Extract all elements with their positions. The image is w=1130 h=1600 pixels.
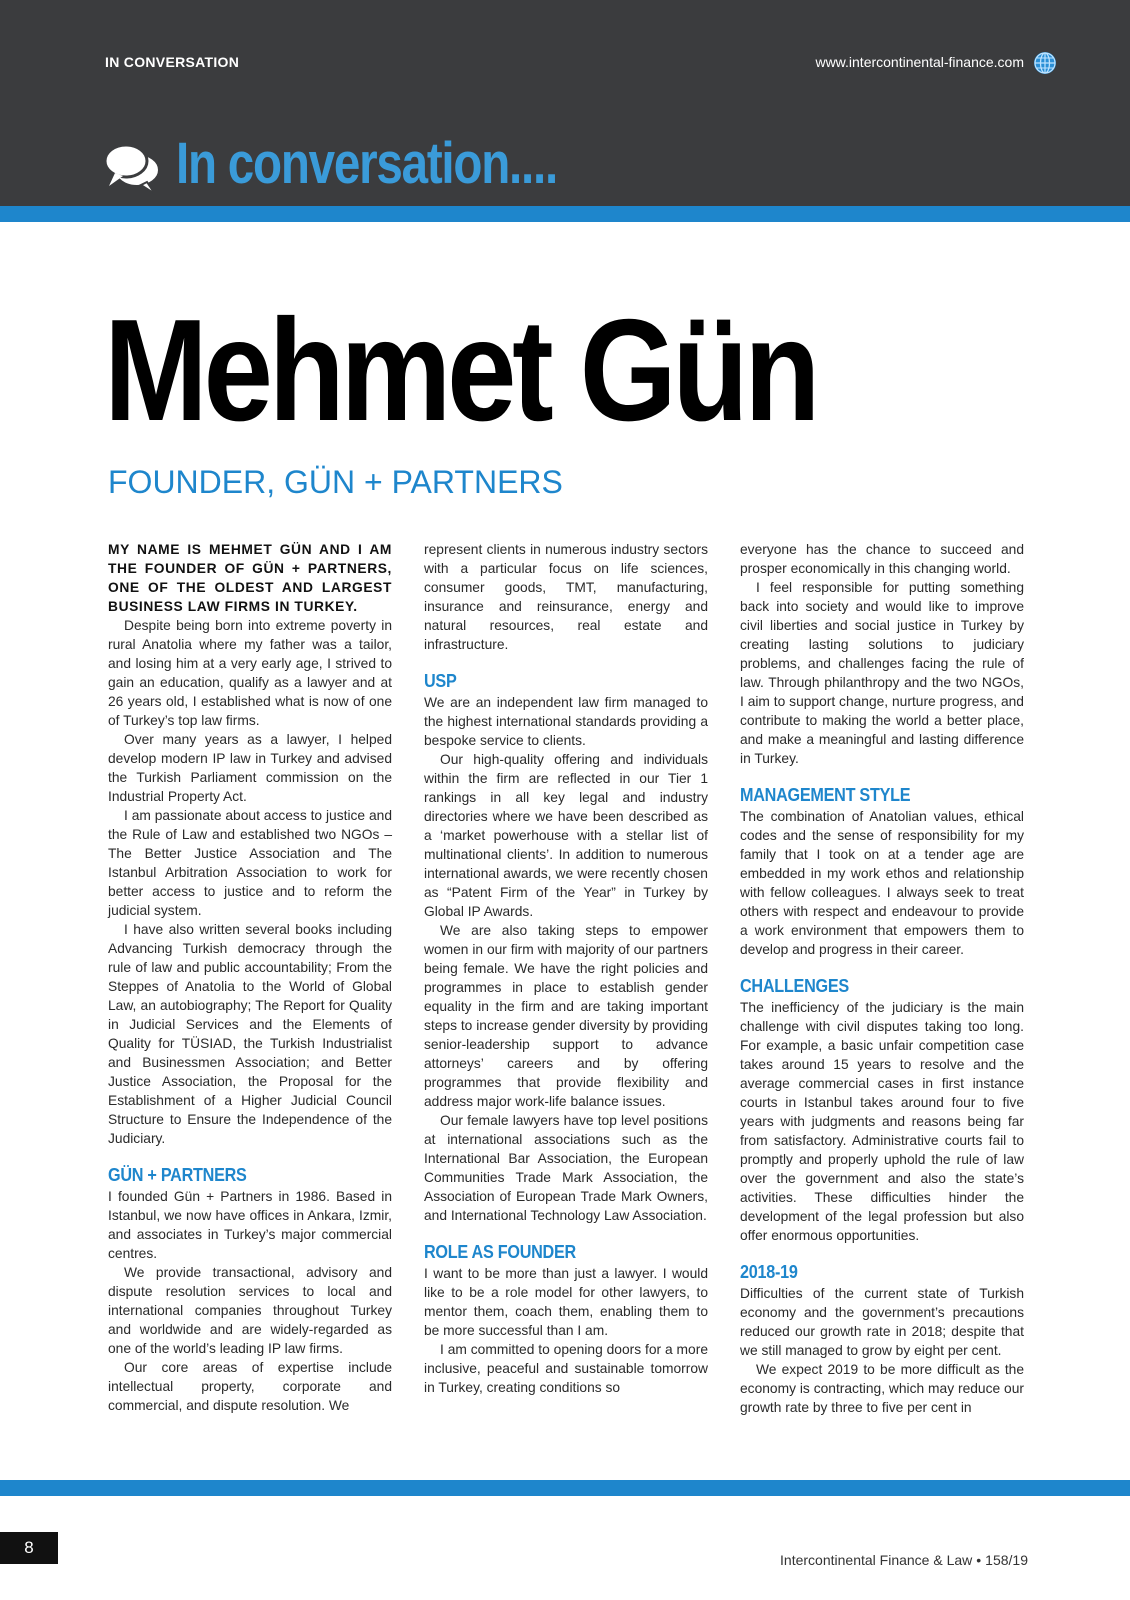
subheading-role-as-founder: ROLE AS FOUNDER (424, 1242, 576, 1262)
paragraph: The combination of Anatolian values, ethical codes and the sense of responsibility for my family that I took on at a tender age are embedded in my work ethos and relationship with fellow colleagues. I always seek to treat others with respect and endeavour to provide a work environment that empowers them to develop and progress in their career. (740, 809, 1024, 957)
globe-icon (1033, 51, 1057, 75)
interviewee-role: FOUNDER, GÜN + PARTNERS (108, 464, 563, 500)
paragraph: everyone has the chance to succeed and prosper economically in this changing world. (740, 542, 1024, 576)
paragraph: Our female lawyers have top level positions at international associations such as the International Bar Association, the European Communities Trade Mark Association, the Association of European Trade Mark Owners, and International Technology Law Association. (424, 1113, 708, 1223)
subheading-gun-partners: GÜN + PARTNERS (108, 1165, 247, 1185)
paragraph: I am committed to opening doors for a more inclusive, peaceful and sustainable tomorrow in Turkey, creating conditions so (424, 1342, 708, 1395)
paragraph: The inefficiency of the judiciary is the main challenge with civil disputes taking too long. For example, a basic unfair competition case takes around 15 years to resolve and the average commercial cases in first instance courts in Istanbul takes around four to five years with judgments and reasons being far from satisfactory. Administrative courts fail to promptly and properly uphold the rule of law over the government and also the state’s activities. These difficulties hinder the development of the legal profession but also offer enormous opportunities. (740, 1000, 1024, 1243)
footer-bullet: • (976, 1552, 982, 1568)
paragraph: I have also written several books including Advancing Turkish democracy through the rule of law and public accountability; From the Steppes of Anatolia to the World of Global Law, an autobiography; The Report for Quality in Judicial Services and the Elements of Quality for TÜSIAD, the Turkish Industrialist and Businessmen Association; and Better Justice Association, the Proposal for the Establishment of a Higher Judicial Council Structure to Ensure the Independence of the Judiciary. (108, 922, 392, 1146)
section-label: IN CONVERSATION (105, 54, 240, 70)
paragraph: Our core areas of expertise include intellectual property, corporate and commercial, and dispute resolution. We (108, 1360, 392, 1413)
paragraph: I founded Gün + Partners in 1986. Based in Istanbul, we now have offices in Ankara, Izmir, and associates in Turkey’s major commercial centres. (108, 1189, 392, 1261)
paragraph: I want to be more than just a lawyer. I would like to be a role model for other lawyers, to mentor them, coach them, enabling them to be more successful than I am. (424, 1266, 708, 1338)
page-number: 8 (0, 1532, 58, 1564)
article-column-1 (108, 540, 392, 1415)
paragraph: We provide transactional, advisory and dispute resolution services to local and international companies throughout Turkey and worldwide and are widely-regarded as one of the world’s leading IP law firms. (108, 1265, 392, 1356)
website-link[interactable]: www.intercontinental-finance.com (815, 54, 1024, 70)
page-header (0, 0, 1130, 206)
article-column-2 (424, 540, 708, 1397)
section-title: In conversation.... (176, 131, 557, 196)
article-column-3 (740, 540, 1024, 1417)
footer-stripe (0, 1480, 1130, 1496)
publication-name: Intercontinental Finance & Law (780, 1552, 973, 1568)
paragraph: Over many years as a lawyer, I helped develop modern IP law in Turkey and advised the Turkish Parliament commission on the Industrial Property Act. (108, 732, 392, 804)
paragraph: We expect 2019 to be more difficult as the economy is contracting, which may reduce our growth rate by three to five per cent in (740, 1362, 1024, 1415)
paragraph: Our high-quality offering and individuals within the firm are reflected in our Tier 1 rankings in all key legal and industry directories where we have been described as a ‘market powerhouse with a stellar list of multinational clients’. In addition to numerous international awards, we were recently chosen as “Patent Firm of the Year” in Turkey by Global IP Awards. (424, 752, 708, 919)
issue-number: 158/19 (985, 1552, 1028, 1568)
header-stripe (0, 206, 1130, 222)
paragraph: Difficulties of the current state of Turkish economy and the government’s precautions reduced our growth rate in 2018; despite that we still managed to grow by eight per cent. (740, 1286, 1024, 1358)
subheading-usp: USP (424, 671, 457, 691)
subheading-management-style: MANAGEMENT STYLE (740, 785, 911, 805)
interviewee-name: Mehmet Gün (104, 289, 817, 451)
paragraph: We are an independent law firm managed to the highest international standards providing a bespoke service to clients. (424, 695, 708, 748)
paragraph: Despite being born into extreme poverty in rural Anatolia where my father was a tailor, and losing him at a very early age, I strived to gain an education, qualify as a lawyer and at 26 years old, I established what is now of one of Turkey’s top law firms. (108, 618, 392, 728)
lead-paragraph: MY NAME IS MEHMET GÜN AND I AM THE FOUNDER OF GÜN + PARTNERS, ONE OF THE OLDEST AND LARGEST BUSINESS LAW FIRMS IN TURKEY. (108, 542, 392, 614)
paragraph: We are also taking steps to empower women in our firm with majority of our partners being female. We have the right policies and programmes in place to establish gender equality in the firm and are taking important steps to increase gender diversity by providing senior-leadership support to advance attorneys’ careers and by offering programmes that provide flexibility and address major work-life balance issues. (424, 923, 708, 1109)
subheading-challenges: CHALLENGES (740, 976, 849, 996)
subheading-2018-19: 2018-19 (740, 1262, 798, 1282)
paragraph: I am passionate about access to justice and the Rule of Law and established two NGOs – The Better Justice Association and The Istanbul Arbitration Association to work for better access to justice and to reform the judicial system. (108, 808, 392, 918)
paragraph: represent clients in numerous industry sectors with a particular focus on life sciences, consumer goods, TMT, manufacturing, insurance and reinsurance, energy and natural resources, real estate and infrastructure. (424, 542, 708, 652)
footer-publication (780, 1552, 1028, 1568)
speech-bubbles-icon (103, 142, 163, 197)
paragraph: I feel responsible for putting something back into society and would like to improve civil liberties and social justice in Turkey by creating lasting solutions to judiciary problems, and challenges facing the rule of law. Through philanthropy and the two NGOs, I aim to support change, nurture progress, and contribute to making the world a better place, and make a meaningful and lasting difference in Turkey. (740, 580, 1024, 766)
